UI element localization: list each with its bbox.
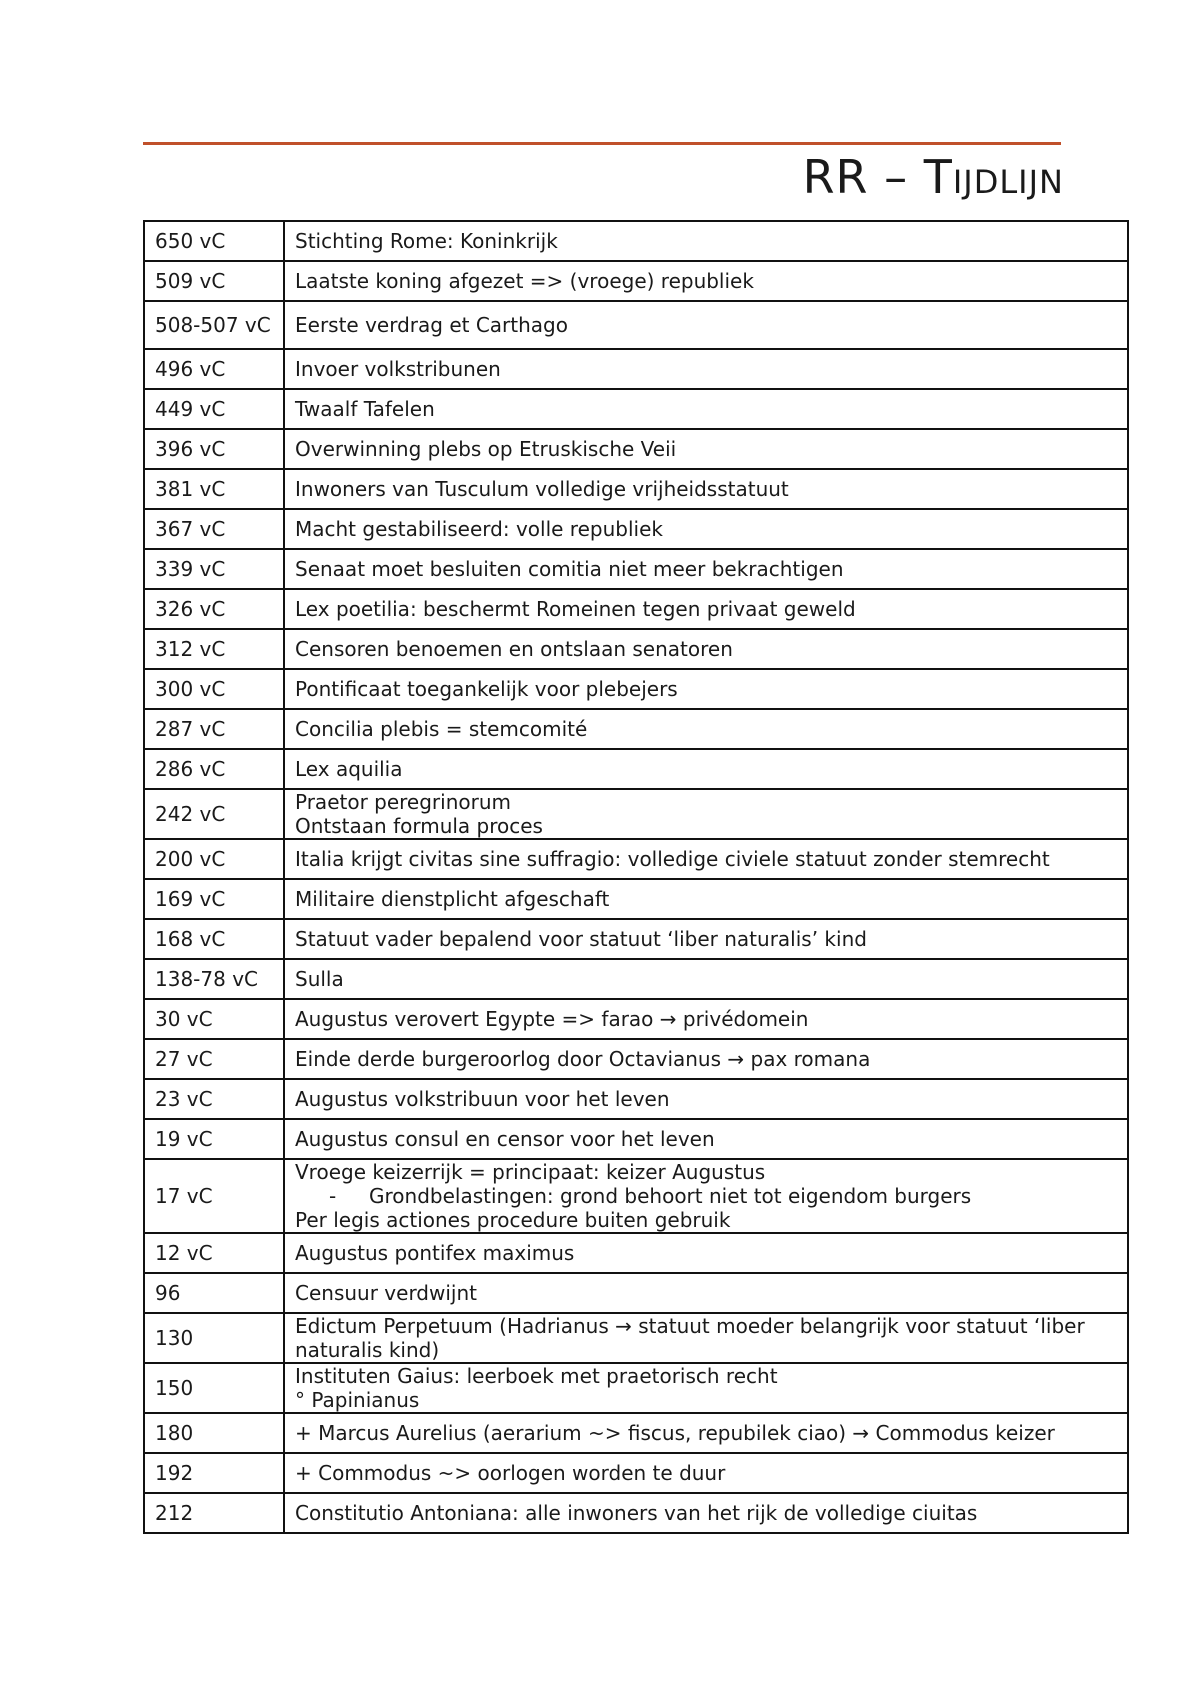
- timeline-event-line: Augustus consul en censor voor het leven: [295, 1127, 715, 1151]
- timeline-event: [284, 1273, 1128, 1313]
- timeline-event-line: Pontificaat toegankelijk voor plebejers: [295, 677, 678, 701]
- timeline-date: 339 vC: [144, 549, 284, 589]
- timeline-date: 381 vC: [144, 469, 284, 509]
- table-row: [144, 959, 1128, 999]
- table-row: [144, 749, 1128, 789]
- timeline-event-line: Augustus verovert Egypte => farao → privédomein: [295, 1007, 809, 1031]
- timeline-event-line: Concilia plebis = stemcomité: [295, 717, 588, 741]
- timeline-event: [284, 469, 1128, 509]
- timeline-date: 200 vC: [144, 839, 284, 879]
- table-row: [144, 589, 1128, 629]
- table-row: [144, 1039, 1128, 1079]
- table-row: [144, 669, 1128, 709]
- table-row: [144, 301, 1128, 349]
- timeline-event: [284, 1119, 1128, 1159]
- timeline-event-line: Invoer volkstribunen: [295, 357, 501, 381]
- timeline-event: [284, 1493, 1128, 1533]
- timeline-date: 19 vC: [144, 1119, 284, 1159]
- timeline-event-line: Overwinning plebs op Etruskische Veii: [295, 437, 677, 461]
- timeline-event-line: Augustus volkstribuun voor het leven: [295, 1087, 670, 1111]
- timeline-event: [284, 509, 1128, 549]
- timeline-event: [284, 749, 1128, 789]
- timeline-event-line: Vroege keizerrijk = principaat: keizer Augustus: [295, 1160, 766, 1184]
- timeline-date: 17 vC: [144, 1159, 284, 1233]
- table-row: [144, 549, 1128, 589]
- timeline-date: 242 vC: [144, 789, 284, 839]
- timeline-event: [284, 999, 1128, 1039]
- timeline-event-line: Praetor peregrinorum: [295, 790, 512, 814]
- table-row: [144, 709, 1128, 749]
- table-row: [144, 789, 1128, 839]
- timeline-date: 192: [144, 1453, 284, 1493]
- timeline-event-line: Lex poetilia: beschermt Romeinen tegen privaat geweld: [295, 597, 856, 621]
- timeline-event: [284, 839, 1128, 879]
- timeline-event-line: Per legis actiones procedure buiten gebruik: [295, 1208, 731, 1232]
- timeline-date: 449 vC: [144, 389, 284, 429]
- table-row: [144, 919, 1128, 959]
- table-row: [144, 469, 1128, 509]
- timeline-event: [284, 389, 1128, 429]
- table-row: [144, 261, 1128, 301]
- timeline-date: 138-78 vC: [144, 959, 284, 999]
- table-row: [144, 1273, 1128, 1313]
- timeline-event-line: Ontstaan formula proces: [295, 814, 543, 838]
- table-row: [144, 1233, 1128, 1273]
- table-row: [144, 1413, 1128, 1453]
- timeline-event-line: Grondbelastingen: grond behoort niet tot eigendom burgers: [369, 1184, 972, 1208]
- timeline-event-line: Italia krijgt civitas sine suffragio: volledige civiele statuut zonder stemrecht: [295, 847, 1050, 871]
- table-row: [144, 1363, 1128, 1413]
- timeline-event: [284, 429, 1128, 469]
- timeline-event: [284, 1079, 1128, 1119]
- timeline-event: [284, 629, 1128, 669]
- bullet-dash: -: [329, 1184, 337, 1208]
- timeline-event-line: Macht gestabiliseerd: volle republiek: [295, 517, 663, 541]
- timeline-event: [284, 1453, 1128, 1493]
- timeline-event-line: Constitutio Antoniana: alle inwoners van het rijk de volledige ciuitas: [295, 1501, 978, 1525]
- timeline-event-line: Stichting Rome: Koninkrijk: [295, 229, 558, 253]
- timeline-event: [284, 549, 1128, 589]
- timeline-event-line: + Marcus Aurelius (aerarium ~> fiscus, repubilek ciao) → Commodus keizer: [295, 1421, 1055, 1445]
- timeline-date: 96: [144, 1273, 284, 1313]
- timeline-event: [284, 261, 1128, 301]
- timeline-event-line: Twaalf Tafelen: [295, 397, 435, 421]
- timeline-date: 180: [144, 1413, 284, 1453]
- table-row: [144, 1313, 1128, 1363]
- timeline-date: 168 vC: [144, 919, 284, 959]
- timeline-date: 650 vC: [144, 221, 284, 261]
- timeline-event-line: Lex aquilia: [295, 757, 403, 781]
- table-row: [144, 629, 1128, 669]
- timeline-event: [284, 1313, 1128, 1363]
- table-row: [144, 879, 1128, 919]
- timeline-event-line: Laatste koning afgezet => (vroege) republiek: [295, 269, 754, 293]
- timeline-event: [284, 919, 1128, 959]
- timeline-event-line: Censoren benoemen en ontslaan senatoren: [295, 637, 733, 661]
- timeline-event: [284, 589, 1128, 629]
- document-title: RR – Tijdlijn: [802, 150, 1064, 204]
- table-row: [144, 1159, 1128, 1233]
- timeline-event-line: Eerste verdrag et Carthago: [295, 313, 568, 337]
- table-row: [144, 839, 1128, 879]
- table-row: [144, 389, 1128, 429]
- timeline-event: [284, 1159, 1128, 1233]
- table-row: [144, 1079, 1128, 1119]
- timeline-event-line: + Commodus ~> oorlogen worden te duur: [295, 1461, 726, 1485]
- timeline-date: 169 vC: [144, 879, 284, 919]
- timeline-event-line: Instituten Gaius: leerboek met praetorisch recht: [295, 1364, 778, 1388]
- timeline-date: 130: [144, 1313, 284, 1363]
- timeline-date: 396 vC: [144, 429, 284, 469]
- timeline-event-line: Censuur verdwijnt: [295, 1281, 477, 1305]
- timeline-event: [284, 879, 1128, 919]
- table-row: [144, 1493, 1128, 1533]
- timeline-date: 150: [144, 1363, 284, 1413]
- timeline-date: 286 vC: [144, 749, 284, 789]
- timeline-event: [284, 669, 1128, 709]
- timeline-date: 212: [144, 1493, 284, 1533]
- timeline-event: [284, 1039, 1128, 1079]
- timeline-event: [284, 301, 1128, 349]
- timeline-date: 27 vC: [144, 1039, 284, 1079]
- timeline-event: [284, 1413, 1128, 1453]
- timeline-date: 23 vC: [144, 1079, 284, 1119]
- timeline-event: [284, 349, 1128, 389]
- timeline-date: 326 vC: [144, 589, 284, 629]
- table-row: [144, 429, 1128, 469]
- timeline-date: 496 vC: [144, 349, 284, 389]
- timeline-date: 508-507 vC: [144, 301, 284, 349]
- timeline-date: 367 vC: [144, 509, 284, 549]
- timeline-date: 287 vC: [144, 709, 284, 749]
- timeline-event: [284, 959, 1128, 999]
- table-row: [144, 1119, 1128, 1159]
- timeline-event-line: Militaire dienstplicht afgeschaft: [295, 887, 610, 911]
- table-row: [144, 1453, 1128, 1493]
- timeline-event: [284, 221, 1128, 261]
- header-rule: [143, 142, 1061, 145]
- timeline-event: [284, 789, 1128, 839]
- timeline-event: [284, 709, 1128, 749]
- timeline-event-line: ° Papinianus: [295, 1388, 420, 1412]
- timeline-event-line: Inwoners van Tusculum volledige vrijheidsstatuut: [295, 477, 789, 501]
- timeline-event-line: Augustus pontifex maximus: [295, 1241, 575, 1265]
- timeline-sub-item: [295, 1184, 1117, 1208]
- timeline-date: 12 vC: [144, 1233, 284, 1273]
- table-row: [144, 221, 1128, 261]
- table-row: [144, 509, 1128, 549]
- timeline-table: [143, 220, 1129, 1534]
- timeline-date: 30 vC: [144, 999, 284, 1039]
- timeline-event: [284, 1233, 1128, 1273]
- timeline-event-line: Statuut vader bepalend voor statuut ‘liber naturalis’ kind: [295, 927, 867, 951]
- timeline-date: 509 vC: [144, 261, 284, 301]
- timeline-date: 300 vC: [144, 669, 284, 709]
- timeline-date: 312 vC: [144, 629, 284, 669]
- timeline-event-line: Edictum Perpetuum (Hadrianus → statuut moeder belangrijk voor statuut ‘liber naturalis kind): [295, 1314, 1085, 1362]
- table-row: [144, 349, 1128, 389]
- timeline-event-line: Einde derde burgeroorlog door Octavianus → pax romana: [295, 1047, 871, 1071]
- table-row: [144, 999, 1128, 1039]
- timeline-event-line: Senaat moet besluiten comitia niet meer bekrachtigen: [295, 557, 844, 581]
- timeline-event-line: Sulla: [295, 967, 344, 991]
- timeline-event: [284, 1363, 1128, 1413]
